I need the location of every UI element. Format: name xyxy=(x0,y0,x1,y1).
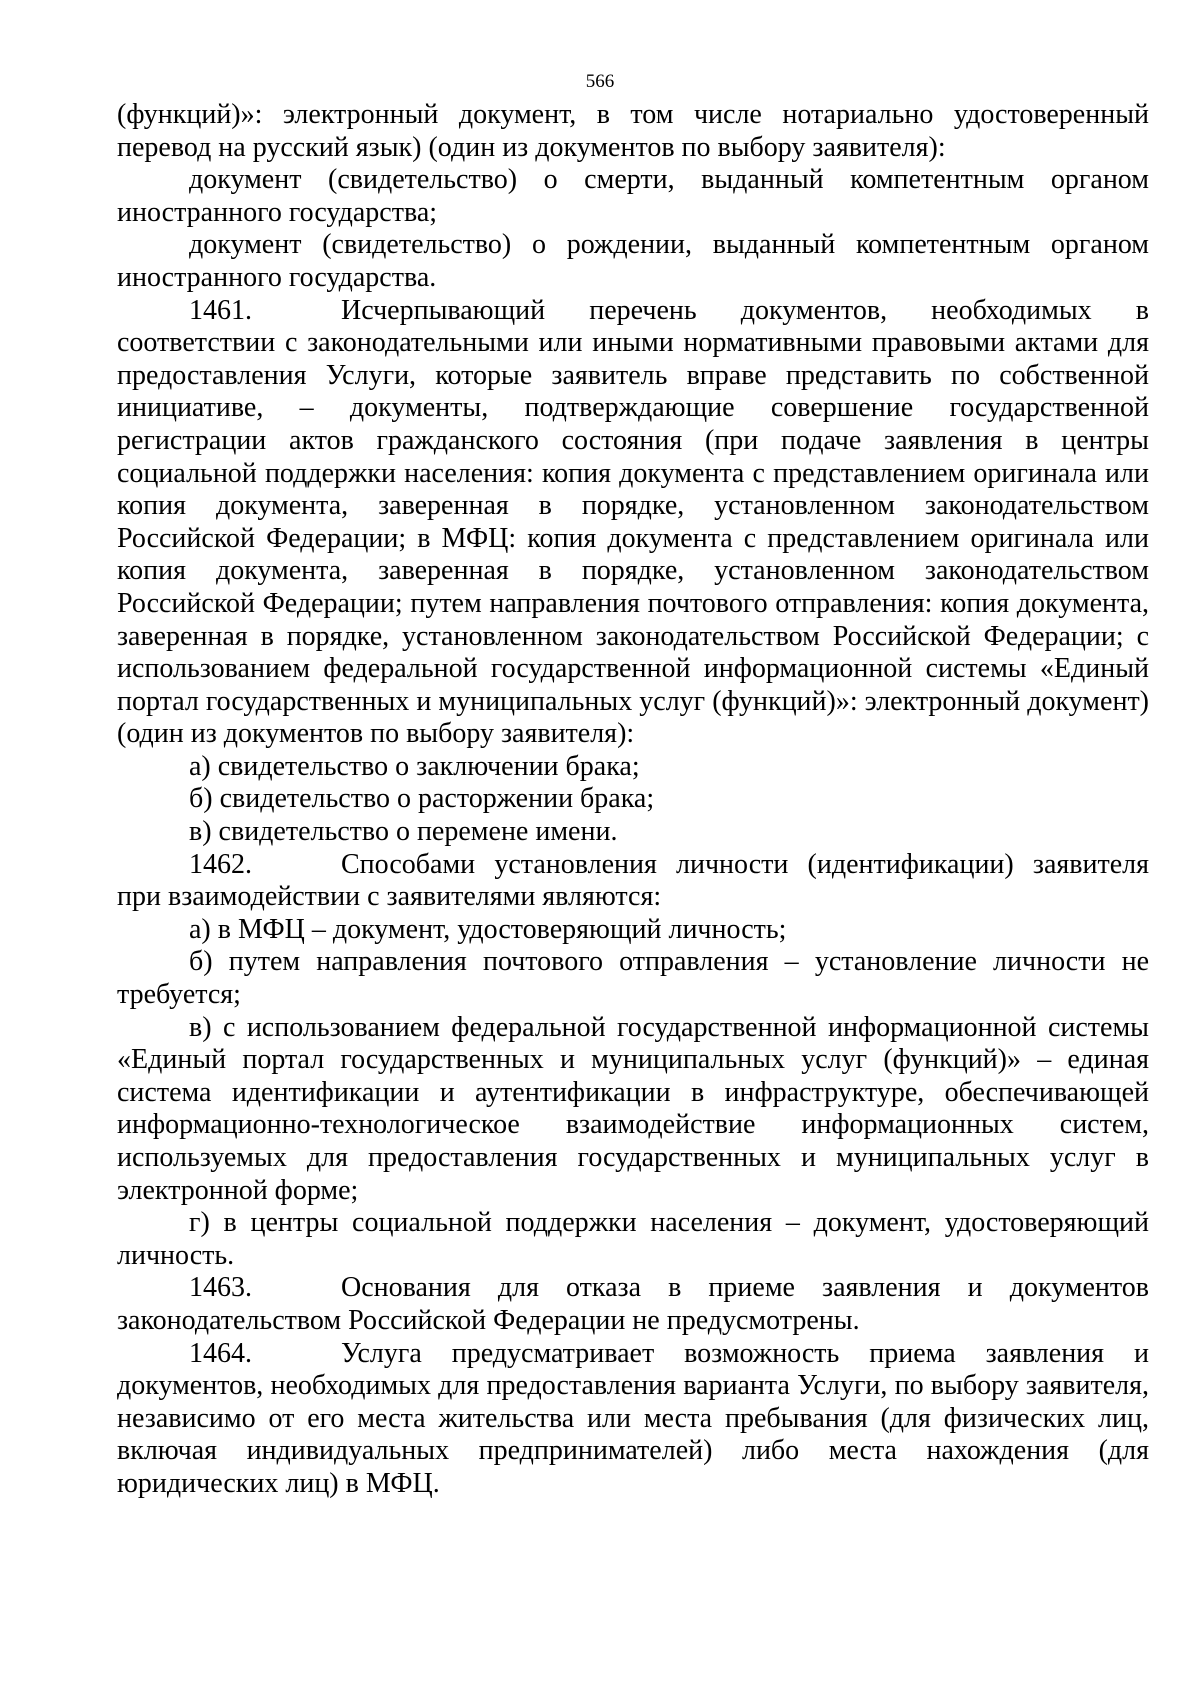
list-item-divorce: б) свидетельство о расторжении брака; xyxy=(189,783,655,815)
clause-1462 xyxy=(117,849,1149,914)
clause-text: Исчерпывающий перечень документов, необходимых в соответствии с законодательными или иными нормативными правовыми актами для предоставления Услуги, которые заявитель вправе представить по собственной инициативе, – документы, подтверждающие совершение государственной регистрации актов гражданского состояния (при подаче заявления в центры социальной поддержки населения: копия документа с представлением оригинала или копия документа, заверенная в порядке, установленном законодательством Российской Федерации; в МФЦ: копия документа с представлением оригинала или копия документа, заверенная в порядке, установленном законодательством Российской Федерации; путем направления почтового отправления: копия документа, заверенная в порядке, установленном законодательством Российской Федерации; с использованием федеральной государственной информационной системы «Единый портал государственных и муниципальных услуг (функций)»: электронный документ) (один из документов по выбору заявителя): xyxy=(117,294,1149,750)
clause-1461 xyxy=(117,295,1149,751)
list-item-social-centers: г) в центры социальной поддержки населения – документ, удостоверяющий личность. xyxy=(117,1207,1149,1271)
clause-text: Основания для отказа в приеме заявления и документов законодательством Российской Федерации не предусмотрены. xyxy=(117,1272,1149,1336)
clause-number: 1461. xyxy=(189,294,252,326)
clause-number: 1464. xyxy=(189,1337,252,1369)
page-number: 566 xyxy=(585,71,615,92)
list-item-mfc: а) в МФЦ – документ, удостоверяющий личность; xyxy=(189,913,787,945)
clause-1463 xyxy=(117,1272,1149,1337)
paragraph-death-certificate: документ (свидетельство) о смерти, выданный компетентным органом иностранного государства; xyxy=(117,164,1149,228)
paragraph-birth-certificate: документ (свидетельство) о рождении, выданный компетентным органом иностранного государства. xyxy=(117,229,1149,293)
clause-1464 xyxy=(117,1338,1149,1501)
paragraph-continuation: (функций)»: электронный документ, в том числе нотариально удостоверенный перевод на русский язык) (один из документов по выбору заявителя): xyxy=(117,99,1149,163)
clause-text: Способами установления личности (идентификации) заявителя при взаимодействии с заявителями являются: xyxy=(117,848,1149,913)
list-item-marriage: а) свидетельство о заключении брака; xyxy=(189,750,640,782)
list-item-portal: в) с использованием федеральной государственной информационной системы «Единый портал государственных и муниципальных услуг (функций)» – единая система идентификации и аутентификации в инфраструктуре, обеспечивающей информационно-технологическое взаимодействие информационных систем, используемых для предоставления государственных и муниципальных услуг в электронной форме; xyxy=(117,1011,1149,1206)
document-body xyxy=(117,99,1149,1501)
clause-number: 1462. xyxy=(189,848,252,880)
clause-text: Услуга предусматривает возможность приема заявления и документов, необходимых для предоставления варианта Услуги, по выбору заявителя, независимо от его места жительства или места пребывания (для физических лиц, включая индивидуальных предпринимателей) либо места нахождения (для юридических лиц) в МФЦ. xyxy=(117,1337,1149,1499)
list-item-post: б) путем направления почтового отправления – установление личности не требуется; xyxy=(117,946,1149,1011)
clause-number: 1463. xyxy=(189,1272,252,1304)
list-item-name-change: в) свидетельство о перемене имени. xyxy=(189,816,618,848)
